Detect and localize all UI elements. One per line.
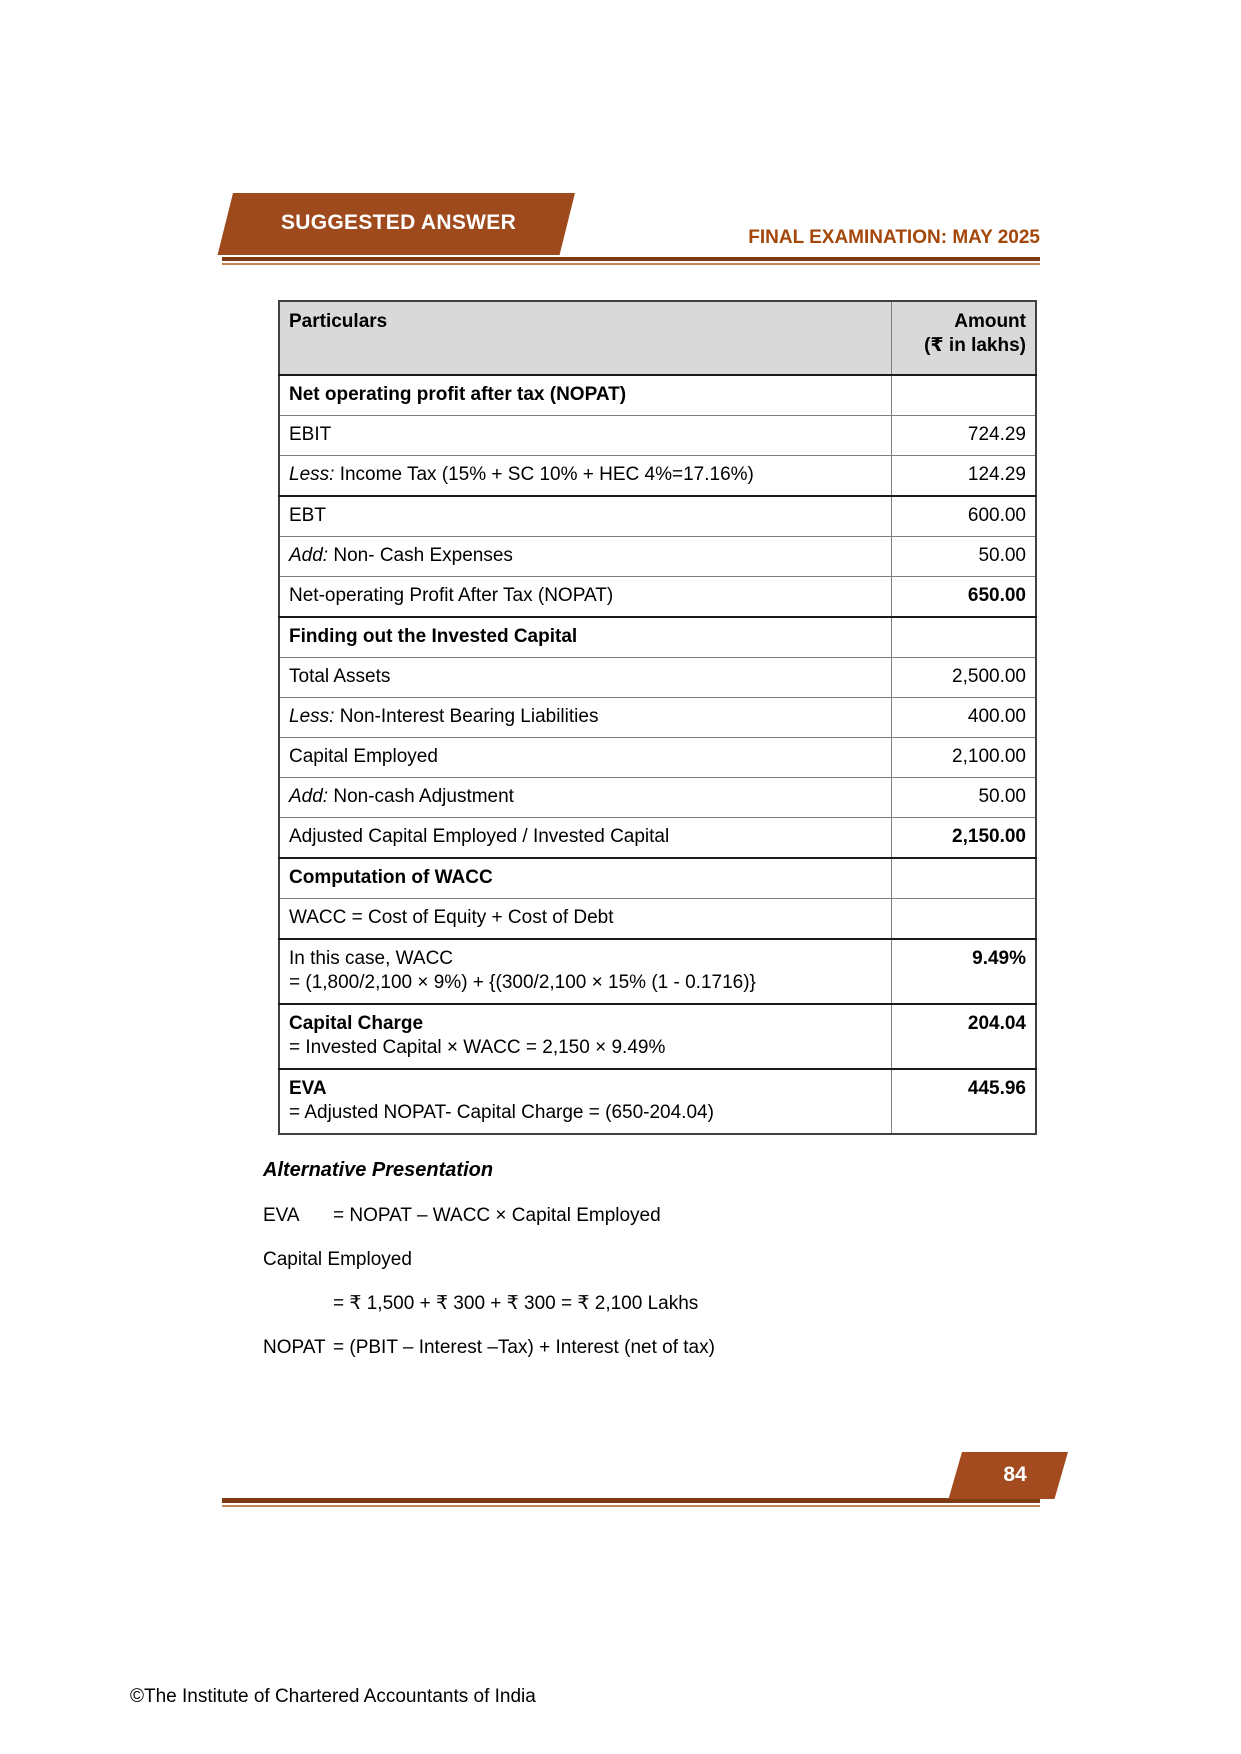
formula-line — [263, 1336, 715, 1360]
formula-expression: = ₹ 1,500 + ₹ 300 + ₹ 300 = ₹ 2,100 Lakhs — [333, 1293, 699, 1314]
banner-label: SUGGESTED ANSWER — [281, 211, 517, 234]
particulars-cell: WACC = Cost of Equity + Cost of Debt — [279, 899, 891, 940]
particulars-cell: Less: Non-Interest Bearing Liabilities — [279, 698, 891, 738]
table-row — [279, 899, 1036, 940]
particulars-cell: Less: Income Tax (15% + SC 10% + HEC 4%=17.16%) — [279, 456, 891, 497]
particulars-cell: Capital Employed — [279, 738, 891, 778]
amount-cell: 2,150.00 — [891, 818, 1036, 859]
amount-cell — [891, 375, 1036, 416]
amount-header-line2: (₹ in lakhs) — [924, 335, 1026, 356]
particulars-cell: Add: Non-cash Adjustment — [279, 778, 891, 818]
table-row — [279, 375, 1036, 416]
table-row — [279, 496, 1036, 537]
exam-title: FINAL EXAMINATION: MAY 2025 — [748, 227, 1040, 248]
formula-expression: = (PBIT – Interest –Tax) + Interest (net of tax) — [333, 1337, 715, 1358]
table-row — [279, 818, 1036, 859]
table-row — [279, 738, 1036, 778]
particulars-cell: Add: Non- Cash Expenses — [279, 537, 891, 577]
particulars-cell: Adjusted Capital Employed / Invested Capital — [279, 818, 891, 859]
page-number: 84 — [1003, 1463, 1027, 1486]
formula-term: Capital Employed — [263, 1249, 412, 1270]
table-row — [279, 416, 1036, 456]
formula-expression: = NOPAT – WACC × Capital Employed — [333, 1205, 661, 1226]
table-row — [279, 617, 1036, 658]
particulars-cell: In this case, WACC = (1,800/2,100 × 9%) + {(300/2,100 × 15% (1 - 0.1716)} — [279, 939, 891, 1004]
alternative-presentation-block — [263, 1158, 715, 1380]
particulars-cell: EBT — [279, 496, 891, 537]
amount-header-line1: Amount — [954, 311, 1026, 332]
amount-cell — [891, 899, 1036, 940]
particulars-header: Particulars — [279, 301, 891, 375]
table-row — [279, 939, 1036, 1004]
amount-cell: 50.00 — [891, 778, 1036, 818]
suggested-answer-banner — [218, 193, 575, 255]
table-header-row — [279, 301, 1036, 375]
particulars-cell: Finding out the Invested Capital — [279, 617, 891, 658]
amount-cell: 2,100.00 — [891, 738, 1036, 778]
particulars-cell: Capital Charge = Invested Capital × WACC = 2,150 × 9.49% — [279, 1004, 891, 1069]
amount-cell: 9.49% — [891, 939, 1036, 1004]
amount-cell: 600.00 — [891, 496, 1036, 537]
table-row — [279, 456, 1036, 497]
table-row — [279, 537, 1036, 577]
particulars-cell: Total Assets — [279, 658, 891, 698]
amount-cell: 50.00 — [891, 537, 1036, 577]
alternative-heading: Alternative Presentation — [263, 1159, 494, 1181]
particulars-cell: EBIT — [279, 416, 891, 456]
amount-cell: 2,500.00 — [891, 658, 1036, 698]
amount-cell: 124.29 — [891, 456, 1036, 497]
formula-term: EVA — [263, 1205, 300, 1226]
particulars-cell: Computation of WACC — [279, 858, 891, 899]
amount-header — [891, 301, 1036, 375]
amount-cell — [891, 617, 1036, 658]
formula-line — [263, 1248, 715, 1272]
footer-rule-thin — [222, 1505, 1040, 1507]
header-rule-thick — [222, 257, 1040, 261]
formula-line — [263, 1204, 715, 1228]
particulars-cell: Net operating profit after tax (NOPAT) — [279, 375, 891, 416]
amount-cell: 650.00 — [891, 577, 1036, 618]
amount-cell: 724.29 — [891, 416, 1036, 456]
particulars-cell: Net-operating Profit After Tax (NOPAT) — [279, 577, 891, 618]
header-rule-thin — [222, 263, 1040, 265]
table-row — [279, 778, 1036, 818]
footer-rule-thick — [222, 1498, 1040, 1503]
computation-table — [278, 300, 1037, 1135]
table-row — [279, 658, 1036, 698]
table-row — [279, 1069, 1036, 1134]
table-row — [279, 858, 1036, 899]
copyright-notice: ©The Institute of Chartered Accountants of India — [130, 1686, 536, 1707]
page-number-badge — [949, 1452, 1068, 1499]
table-row — [279, 577, 1036, 618]
table-row — [279, 698, 1036, 738]
particulars-cell: EVA = Adjusted NOPAT- Capital Charge = (650-204.04) — [279, 1069, 891, 1134]
amount-cell — [891, 858, 1036, 899]
amount-cell: 445.96 — [891, 1069, 1036, 1134]
amount-cell: 204.04 — [891, 1004, 1036, 1069]
table-row — [279, 1004, 1036, 1069]
formula-line — [333, 1292, 715, 1316]
amount-cell: 400.00 — [891, 698, 1036, 738]
formula-term: NOPAT — [263, 1337, 326, 1358]
